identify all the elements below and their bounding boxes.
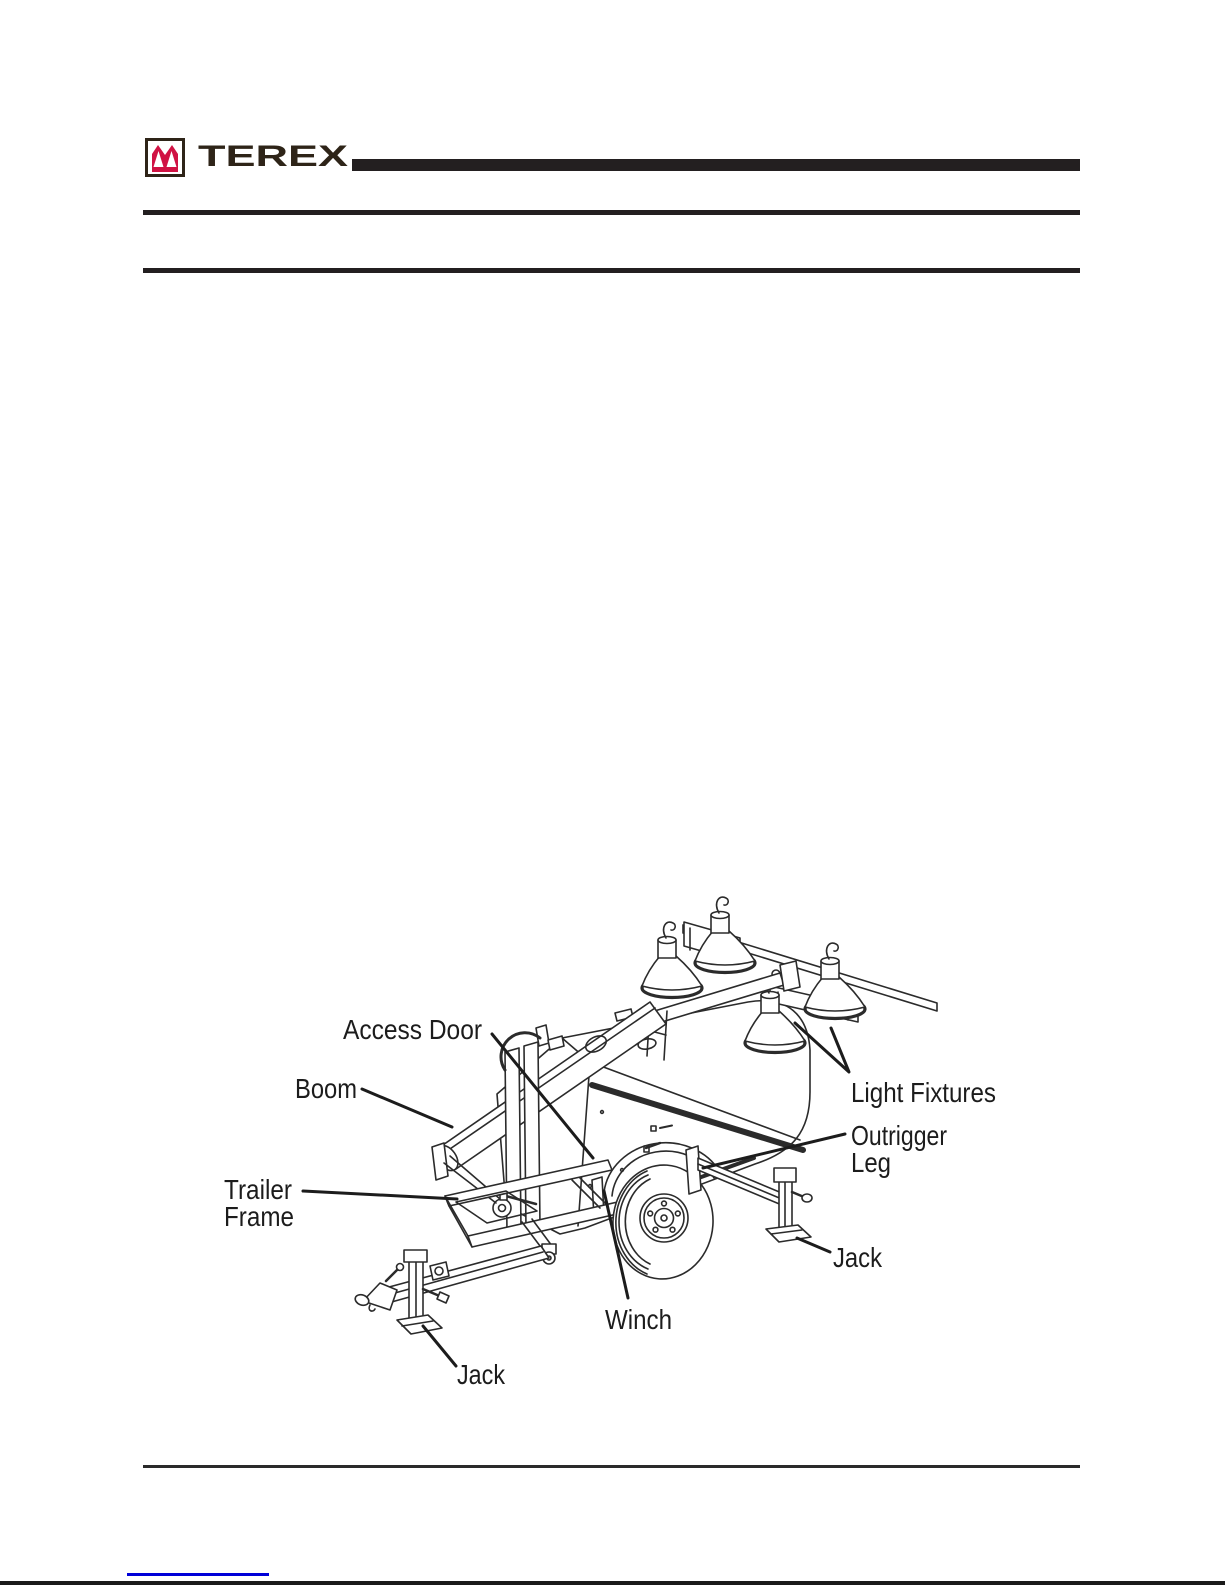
label-boom: Boom bbox=[295, 1073, 357, 1104]
page-bottom-edge bbox=[0, 1581, 1225, 1585]
footer-rule bbox=[143, 1465, 1080, 1468]
leader-trailer-frame bbox=[303, 1191, 457, 1199]
label-light-fixtures: Light Fixtures bbox=[851, 1077, 996, 1108]
label-trailer-frame-line2: Frame bbox=[224, 1201, 294, 1232]
brand-wordmark-text: TEREX bbox=[198, 140, 348, 173]
footer-link-underline[interactable] bbox=[127, 1573, 269, 1576]
label-outrigger-line1: Outrigger bbox=[851, 1120, 947, 1151]
label-outrigger-line2: Leg bbox=[851, 1147, 891, 1178]
leader-jack-right bbox=[797, 1238, 830, 1252]
label-jack-front: Jack bbox=[457, 1359, 506, 1390]
leader-jack-front bbox=[423, 1326, 456, 1366]
label-access-door: Access Door bbox=[343, 1014, 482, 1045]
label-jack-right: Jack bbox=[833, 1242, 883, 1273]
leader-boom bbox=[362, 1089, 452, 1127]
label-trailer-frame-line1: Trailer bbox=[224, 1174, 292, 1205]
label-winch: Winch bbox=[605, 1304, 672, 1335]
